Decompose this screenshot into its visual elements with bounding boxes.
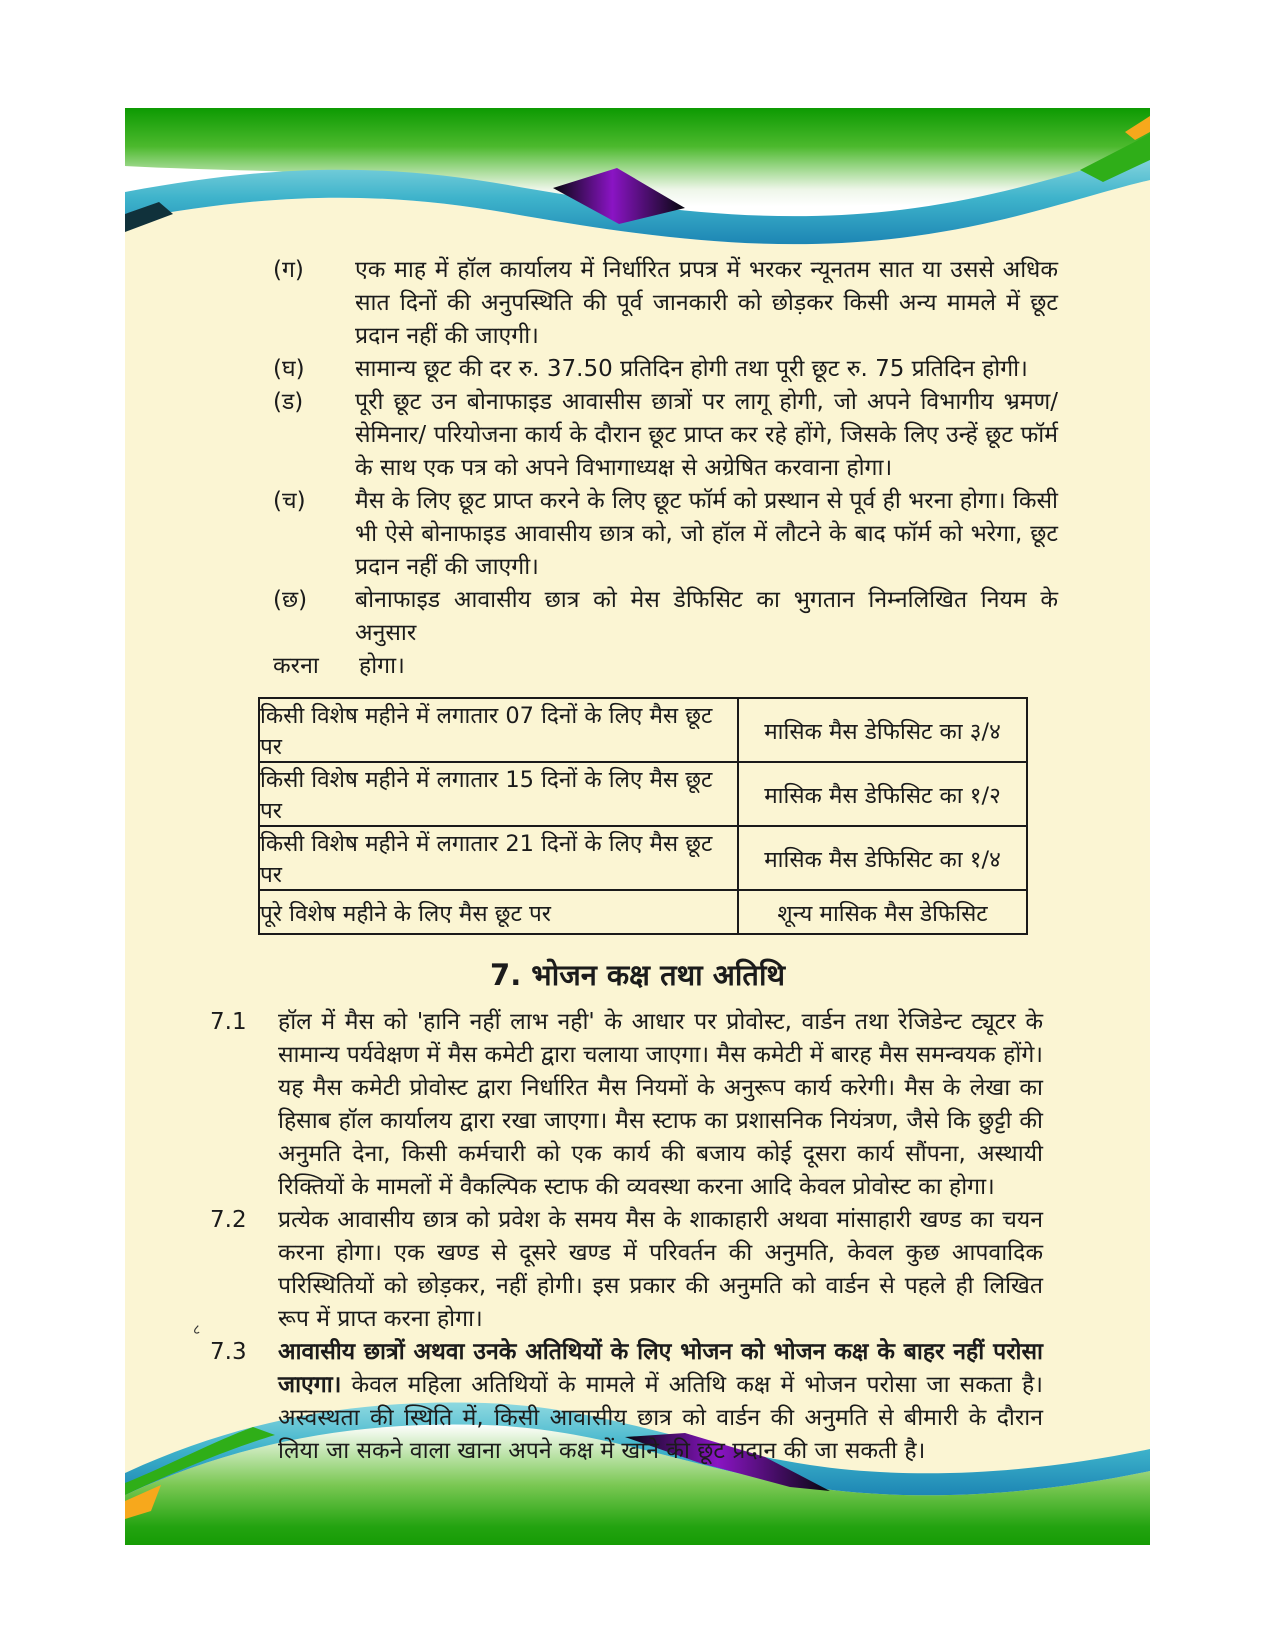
paragraph-7-2: [210, 1204, 1043, 1336]
paragraph-text: [278, 1006, 1043, 1204]
paragraph-7-3: [210, 1336, 1043, 1468]
paragraph-body-text: हॉल में मैस को 'हानि नहीं लाभ नही' के आधार पर प्रोवोस्ट, वार्डन तथा रेजिडेन्ट ट्यूटर के सामान्य पर्यवेक्षण में मैस कमेटी द्वारा चलाया जाएगा। मैस कमेटी में बारह मैस समन्वयक होंगे। यह मैस कमेटी प्रोवोस्ट द्वारा निर्धारित मैस नियमों के अनुरूप कार्य करेगी। मैस के लेखा का हिसाब हॉल कार्यालय द्वारा रखा जाएगा। मैस स्टाफ का प्रशासनिक नियंत्रण, जैसे कि छुट्टी की अनुमति देना, किसी कर्मचारी को एक कार्य की बजाय कोई दूसरा कार्य सौंपना, अस्थायी रिक्तियों के मामलों में वैकल्पिक स्टाफ की व्यवस्था करना आदि केवल प्रोवोस्ट का होगा।: [278, 1009, 1043, 1200]
clause-text: एक माह में हॉल कार्यालय में निर्धारित प्रपत्र में भरकर न्यूनतम सात या उससे अधिक सात दिनों की अनुपस्थिति की पूर्व जानकारी को छोड़कर किसी अन्य मामले में छूट प्रदान नहीं की जाएगी।: [355, 257, 1058, 349]
clause-marker: (ग): [273, 257, 304, 283]
clause-marker: (घ): [273, 356, 305, 382]
clause-text: बोनाफाइड आवासीय छात्र को मेस डेफिसिट का भुगतान निम्नलिखित नियम के अनुसार: [355, 587, 1058, 646]
table-cell-deficit: मासिक मैस डेफिसिट का १/४: [738, 826, 1027, 890]
paragraph-7-1: [210, 1006, 1043, 1204]
clause-marker: (छ): [273, 587, 308, 613]
paragraph-body-text: प्रत्येक आवासीय छात्र को प्रवेश के समय मैस के शाकाहारी अथवा मांसाहारी खण्ड का चयन करना होगा। एक खण्ड से दूसरे खण्ड में परिवर्तन की अनुमति, केवल कुछ आपवादिक परिस्थितियों को छोड़कर, नहीं होगी। इस प्रकार की अनुमति को वार्डन से पहले ही लिखित रूप में प्राप्त करना होगा।: [278, 1207, 1043, 1332]
table-cell-condition: किसी विशेष महीने में लगातार 15 दिनों के लिए मैस छूट पर: [259, 762, 738, 826]
table-row: [259, 826, 1027, 890]
clause-hang-right: होगा।: [359, 653, 405, 679]
paragraph-text: [278, 1336, 1043, 1468]
page-content: [125, 108, 1150, 1468]
list-item: [273, 353, 1058, 386]
list-item: [273, 254, 1058, 353]
paragraph-text: [278, 1204, 1043, 1336]
table-cell-condition: पूरे विशेष महीने के लिए मैस छूट पर: [259, 890, 738, 934]
list-item: [273, 485, 1058, 584]
mess-deficit-table: [258, 697, 1028, 935]
paragraph-number: 7.1: [210, 1009, 247, 1035]
list-item: [273, 584, 1058, 650]
table-cell-deficit: मासिक मैस डेफिसिट का ३/४: [738, 698, 1027, 762]
table-cell-deficit: शून्य मासिक मैस डेफिसिट: [738, 890, 1027, 934]
clause-text: सामान्य छूट की दर रु. 37.50 प्रतिदिन होगी तथा पूरी छूट रु. 75 प्रतिदिन होगी।: [355, 356, 1028, 382]
list-item-continuation: [273, 650, 1058, 683]
clause-list: [273, 254, 1058, 683]
section-heading: 7. भोजन कक्ष तथा अतिथि: [490, 958, 785, 992]
clause-text: मैस के लिए छूट प्राप्त करने के लिए छूट फॉर्म को प्रस्थान से पूर्व ही भरना होगा। किसी भी ऐसे बोनाफाइड आवासीय छात्र को, जो हॉल में लौटने के बाद फॉर्म को भरेगा, छूट प्रदान नहीं की जाएगी।: [355, 488, 1058, 580]
table-row: [259, 762, 1027, 826]
clause-text: पूरी छूट उन बोनाफाइड आवासीस छात्रों पर लागू होगी, जो अपने विभागीय भ्रमण/सेमिनार/ परियोजना कार्य के दौरान छूट प्राप्त कर रहे होंगे, जिसके लिए उन्हें छूट फॉर्म के साथ एक पत्र को अपने विभागाध्यक्ष से अग्रेषित करवाना होगा।: [355, 389, 1058, 481]
list-item: [273, 386, 1058, 485]
table-cell-condition: किसी विशेष महीने में लगातार 07 दिनों के लिए मैस छूट पर: [259, 698, 738, 762]
table-row: [259, 698, 1027, 762]
paragraph-number: 7.3: [210, 1339, 247, 1365]
section-paragraphs: [210, 1006, 1043, 1468]
content-frame: [125, 108, 1150, 1545]
page-number: ८: [193, 1322, 201, 1338]
table-cell-condition: किसी विशेष महीने में लगातार 21 दिनों के लिए मैस छूट पर: [259, 826, 738, 890]
paragraph-bold-text: आवासीय छात्रों अथवा उनके अतिथियों के लिए भोजन को भोजन कक्ष के बाहर नहीं परोसा जाएगा।: [278, 1339, 1043, 1398]
clause-marker: (ड): [273, 389, 304, 415]
paragraph-number: 7.2: [210, 1207, 247, 1233]
paragraph-body-text: केवल महिला अतिथियों के मामले में अतिथि कक्ष में भोजन परोसा जा सकता है। अस्वस्थता की स्थिति में, किसी आवासीय छात्र को वार्डन की अनुमति से बीमारी के दौरान लिया जा सकने वाला खाना अपने कक्ष में खाने की छूट प्रदान की जा सकती है।: [278, 1372, 1043, 1464]
clause-marker: (च): [273, 488, 306, 514]
clause-hang-left: करना: [273, 653, 319, 679]
table-row: [259, 890, 1027, 934]
table-cell-deficit: मासिक मैस डेफिसिट का १/२: [738, 762, 1027, 826]
